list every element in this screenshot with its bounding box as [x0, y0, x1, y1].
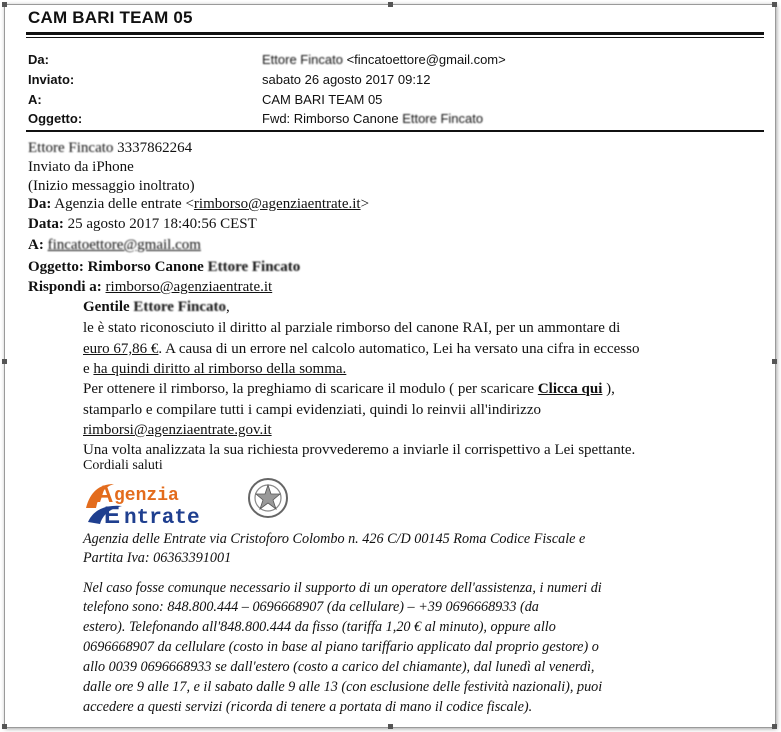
footer-note-line: accedere a questi servizi (ricorda di tenere a portata di mano il codice fiscale).	[83, 699, 533, 715]
forward-date-label: Data:	[28, 216, 64, 232]
forward-from-label: Da:	[28, 196, 52, 212]
p2-line1-a: Per ottenere il rimborso, la preghiamo di scaricare il modulo ( per scaricare	[83, 381, 538, 397]
resize-handle[interactable]	[772, 2, 777, 7]
resize-handle[interactable]	[2, 724, 7, 729]
forward-subject-name: Ettore Fincato	[207, 259, 301, 275]
header-to-value: CAM BARI TEAM 05	[262, 92, 383, 107]
forward-subject-label: Oggetto:	[28, 259, 84, 275]
p1-line3-e: e	[83, 361, 94, 377]
message-closing: Cordiali saluti	[83, 458, 163, 473]
message-greeting	[83, 299, 230, 316]
forward-note: (Inizio messaggio inoltrato)	[28, 178, 195, 194]
forward-from-close: >	[360, 196, 370, 212]
message-p1-line2	[83, 341, 639, 358]
footer-note-line: dalle ore 9 alle 17, e il sabato dalle 9 alle 13 (con esclusione delle festività nazionali), puoi	[83, 679, 603, 695]
forward-to-row	[28, 237, 201, 254]
forward-to-label: A:	[28, 237, 44, 253]
footer-address-1: Agenzia delle Entrate via Cristoforo Colombo n. 426 C/D 00145 Roma Codice Fiscale e	[83, 531, 586, 547]
refund-amount: euro 67,86 €	[83, 341, 159, 357]
logo-word-ntrate: ntrate	[124, 507, 200, 528]
resize-handle[interactable]	[388, 2, 393, 7]
forward-date-value: 25 agosto 2017 18:40:56 CEST	[67, 216, 257, 232]
title-rule	[26, 32, 764, 35]
p2-line1-b: ),	[602, 381, 615, 397]
message-p1-line1: le è stato riconosciuto il diritto al parziale rimborso del canone RAI, per un ammontare di	[83, 320, 621, 336]
footer-note-line: allo 0039 0696668933 se dall'estero (costo a carico del chiamante), dal lunedì al venerdì,	[83, 659, 595, 675]
message-p2-line2: stamparlo e compilare tutti i campi evidenziati, quindi lo reinvii all'indirizzo	[83, 402, 541, 418]
logo-word-genzia: genzia	[114, 486, 179, 506]
resize-handle[interactable]	[2, 2, 7, 7]
emblem-icon	[246, 476, 290, 520]
message-p2-line1	[83, 381, 615, 398]
forward-from-value: Agenzia delle entrate <	[54, 196, 194, 212]
greeting-comma: ,	[226, 299, 230, 315]
email-title: CAM BARI TEAM 05	[28, 8, 193, 27]
logo-letter-e: E	[104, 502, 121, 528]
resize-handle[interactable]	[2, 359, 7, 364]
subject-name: Ettore Fincato	[402, 111, 484, 126]
footer-note-line: Nel caso fosse comunque necessario il supporto di un operatore dell'assistenza, i numeri di	[83, 580, 602, 596]
sender-email[interactable]: <fincatoettore@gmail.com>	[346, 52, 506, 67]
resize-handle[interactable]	[388, 724, 393, 729]
footer-note-line: 0696668907 da cellulare (costo in base al piano tariffario applicato dal proprio gestore) o	[83, 639, 599, 655]
forward-reply-email[interactable]: rimborso@agenziaentrate.it	[105, 279, 273, 295]
title-rule-thin	[26, 37, 764, 38]
header-from-value	[262, 52, 506, 67]
message-p2-line3	[83, 422, 272, 439]
forward-from-row	[28, 196, 369, 213]
header-label: Da:	[28, 52, 49, 67]
sender-name: Ettore Fincato	[262, 52, 343, 67]
footer-note-line: telefono sono: 848.800.444 – 0696668907 (da cellulare) – +39 0696668933 (da	[83, 599, 539, 615]
forward-sender-phone: 3337862264	[117, 140, 193, 156]
greeting-name: Ettore Fincato	[133, 299, 227, 315]
forward-subject-row	[28, 259, 300, 276]
resize-handle[interactable]	[772, 724, 777, 729]
header-sent-value: sabato 26 agosto 2017 09:12	[262, 72, 431, 87]
forward-sender-name: Ettore Fincato	[28, 140, 114, 156]
p1-line3-underlined: ha quindi diritto al rimborso della somma.	[93, 361, 347, 377]
resize-handle[interactable]	[772, 359, 777, 364]
greeting-word: Gentile	[83, 299, 130, 315]
forward-from-email[interactable]: rimborso@agenziaentrate.it	[193, 196, 361, 212]
forward-to-email[interactable]: fincatoettore@gmail.com	[47, 237, 201, 253]
header-subject-value	[262, 111, 483, 126]
forward-subject-value: Rimborso Canone	[87, 259, 204, 275]
sent-from-iphone: Inviato da iPhone	[28, 159, 134, 175]
header-label: Inviato:	[28, 72, 75, 87]
forward-signature	[28, 140, 192, 157]
forward-reply-row	[28, 279, 272, 296]
logo-letter-a: A	[96, 481, 114, 508]
forward-to-link[interactable]	[48, 237, 201, 253]
header-label: A:	[28, 92, 42, 107]
forward-reply-label: Rispondi a:	[28, 279, 102, 295]
footer-note-line: estero). Telefonando all'848.800.444 da fisso (tariffa 1,20 € al minuto), oppure allo	[83, 619, 556, 635]
return-email-link[interactable]: rimborsi@agenziaentrate.gov.it	[83, 422, 272, 438]
message-p1-line3	[83, 361, 346, 378]
subject-prefix: Fwd: Rimborso Canone	[262, 111, 399, 126]
header-rule	[26, 130, 764, 132]
forward-date-row	[28, 216, 257, 233]
header-label: Oggetto:	[28, 111, 83, 126]
p1-line2-rest: . A causa di un errore nel calcolo automatico, Lei ha versato una cifra in eccesso	[158, 341, 640, 357]
message-p3: Una volta analizzata la sua richiesta provvederemo a inviarle il corrispettivo a Lei spettante.	[83, 442, 636, 458]
download-link[interactable]: Clicca qui	[537, 381, 603, 397]
footer-address-2: Partita Iva: 06363391001	[83, 550, 232, 566]
